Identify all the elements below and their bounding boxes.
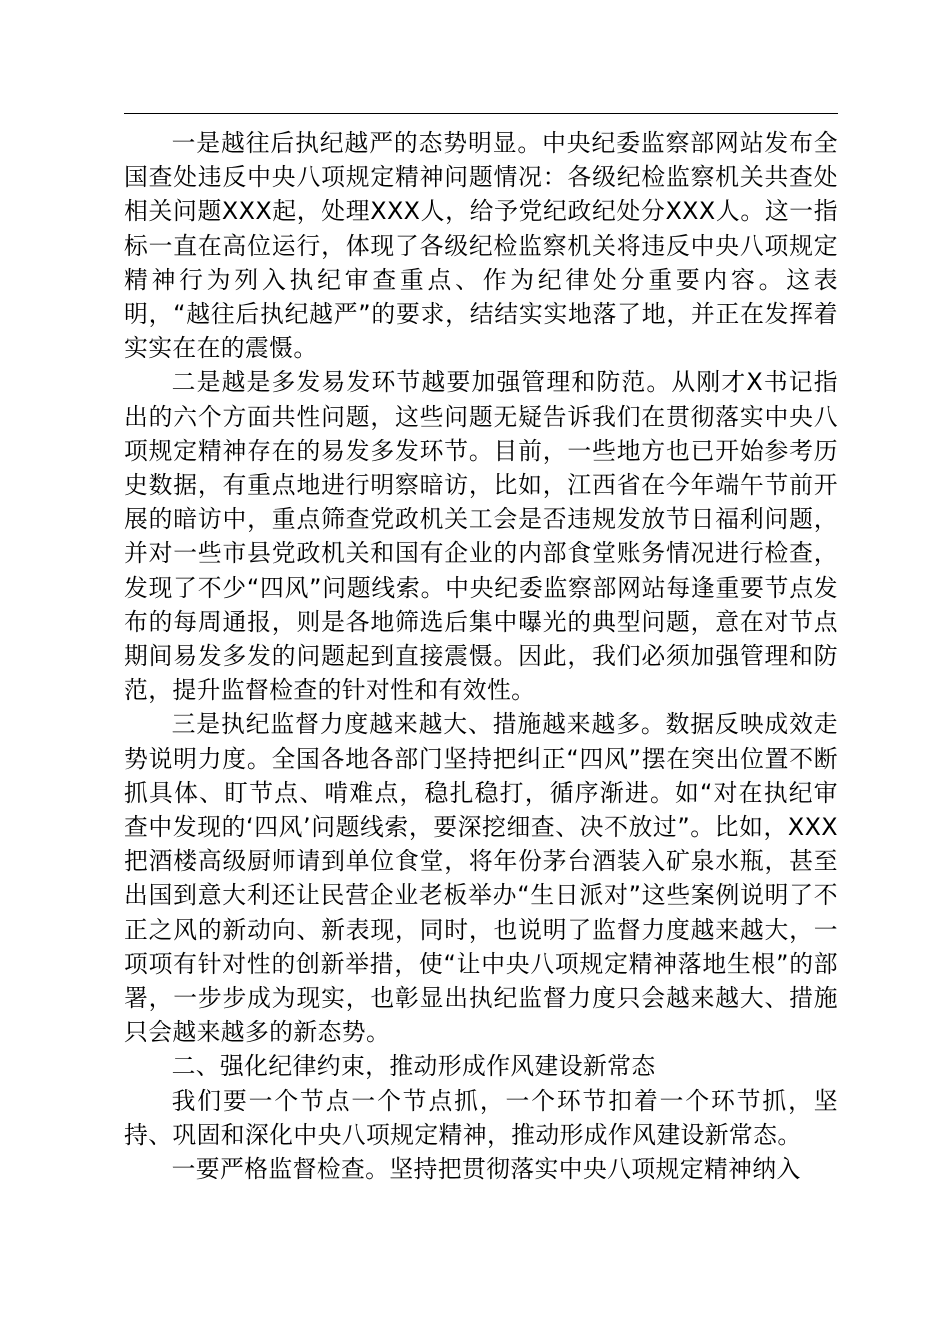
section-heading: 二、强化纪律约束，推动形成作风建设新常态: [171, 1052, 656, 1081]
header-rule: [124, 113, 838, 114]
paragraph-5: 一要严格监督检查。坚持把贯彻落实中央八项规定精神纳入: [171, 1155, 801, 1184]
document-body: [124, 126, 838, 1186]
paragraph-4: 我们要一个节点一个节点抓，一个环节扣着一个环节抓，坚持、巩固和深化中央八项规定精神，推动形成作风建设新常态。: [124, 1086, 838, 1149]
paragraph-3: 三是执纪监督力度越来越大、措施越来越多。数据反映成效走势说明力度。全国各地各部门坚持把纠正“四风”摆在突出位置不断抓具体、盯节点、啃难点，稳扎稳打，循序渐进。如“对在执纪审查中发现的‘四风’问题线索，要深挖细查、决不放过”。比如，XXX把酒楼高级厨师请到单位食堂，将年份茅台酒装入矿泉水瓶，甚至出国到意大利还让民营企业老板举办“生日派对”这些案例说明了不正之风的新动向、新表现，同时，也说明了监督力度越来越大，一项项有针对性的创新举措，使“让中央八项规定精神落地生根”的部署，一步步成为现实，也彰显出执纪监督力度只会越来越大、措施只会越来越多的新态势。: [124, 710, 838, 1047]
paragraph-2: 二是越是多发易发环节越要加强管理和防范。从刚才X书记指出的六个方面共性问题，这些问题无疑告诉我们在贯彻落实中央八项规定精神存在的易发多发环节。目前，一些地方也已开始参考历史数据，有重点地进行明察暗访，比如，江西省在今年端午节前开展的暗访中，重点筛查党政机关工会是否违规发放节日福利问题，并对一些市县党政机关和国有企业的内部食堂账务情况进行检查，发现了不少“四风”问题线索。中央纪委监察部网站每逢重要节点发布的每周通报，则是各地筛选后集中曝光的典型问题，意在对节点期间易发多发的问题起到直接震慑。因此，我们必须加强管理和防范，提升监督检查的针对性和有效性。: [124, 368, 838, 705]
paragraph-1: 一是越往后执纪越严的态势明显。中央纪委监察部网站发布全国查处违反中央八项规定精神问题情况：各级纪检监察机关共查处相关问题XXX起，处理XXX人，给予党纪政纪处分XXX人。这一指标一直在高位运行，体现了各级纪检监察机关将违反中央八项规定精神行为列入执纪审查重点、作为纪律处分重要内容。这表明，“越往后执纪越严”的要求，结结实实地落了地，并正在发挥着实实在在的震慑。: [124, 129, 838, 363]
